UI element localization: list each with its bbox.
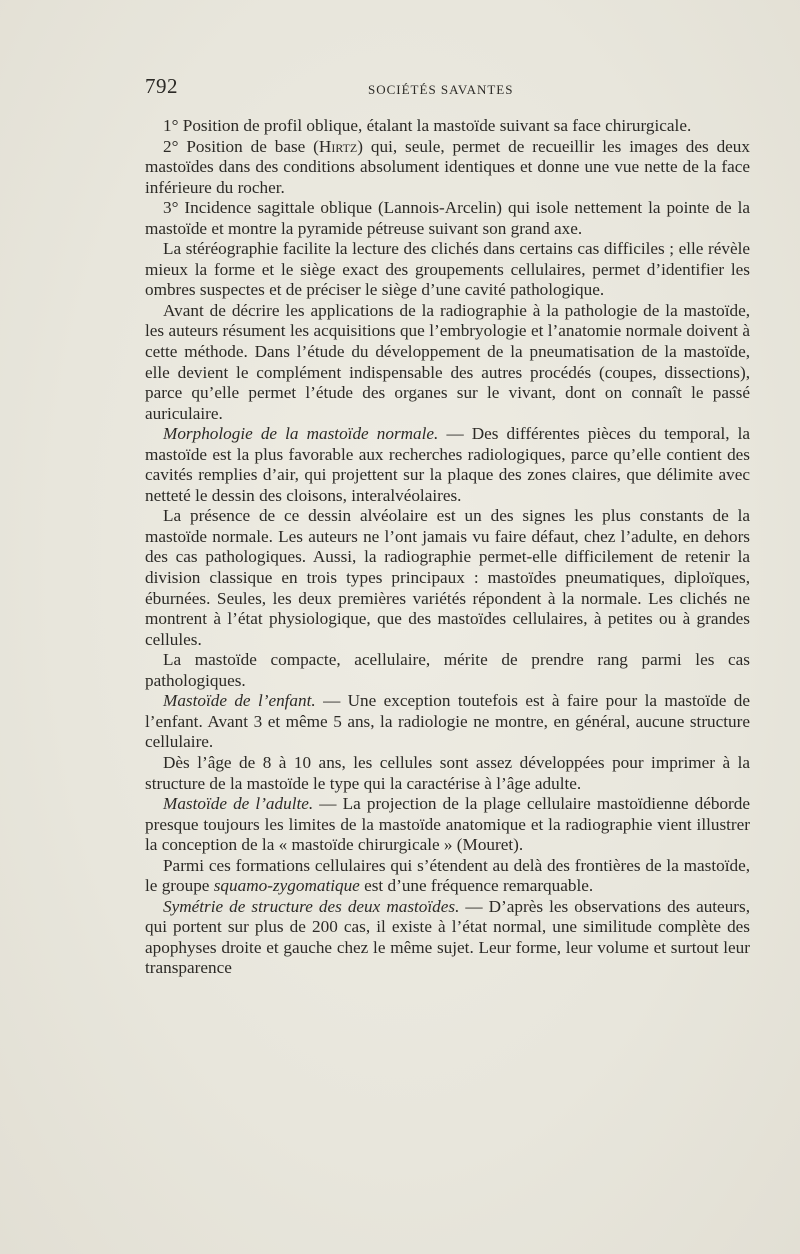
paragraph-age-cellules: Dès l’âge de 8 à 10 ans, les cellules sont assez développées pour imprimer à la structure de la mastoïde le type qui la caractérise à l’âge adulte. xyxy=(145,752,750,793)
paragraph-dessin-alveolaire: La présence de ce dessin alvéolaire est un des signes les plus constants de la mastoïde normale. Les auteurs ne l’ont jamais vu faire défaut, chez l’adulte, en dehors des cas pathologiques. Aussi, la radiographie permet-elle difficilement de retenir la division classique en trois types principaux : mastoïdes pneumatiques, diploïques, éburnées. Seules, les deux premières variétés répondent à la normale. Les clichés ne montrent à l’état physiologique, que des mastoïdes cellulaires, à petites ou à grandes cellules. xyxy=(145,506,750,649)
section-title: Symétrie de structure des deux mastoïdes. xyxy=(163,896,460,916)
paragraph-stereographie: La stéréographie facilite la lecture des clichés dans certains cas difficiles ; elle révèle mieux la forme et le siège exact des groupements cellulaires, permet d’identifier les ombres suspectes et de préciser le siège d’une cavité pathologique. xyxy=(145,239,750,300)
section-title: Mastoïde de l’enfant. xyxy=(163,691,316,711)
paragraph-incidence-sagittale: 3° Incidence sagittale oblique (Lannois-Arcelin) qui isole nettement la pointe de la mastoïde et montre la pyramide pétreuse suivant son grand axe. xyxy=(145,198,750,238)
paragraph-position-profil: 1° Position de profil oblique, étalant la mastoïde suivant sa face chirurgicale. xyxy=(163,116,692,135)
section-title: Morphologie de la mastoïde normale. xyxy=(163,424,439,444)
paragraph-applications: Avant de décrire les applications de la radiographie à la pathologie de la mastoïde, les auteurs résument les acquisitions que l’embryologie et l’anatomie normale doivent à cette méthode. Dans l’étude du développement de la pneumatisation de la mastoïde, elle devient le complément indispensable des autres procédés (coupes, dissections), parce qu’elle permet l’étude des organes sur le vivant, dont on connaît le passé auriculaire. xyxy=(145,300,750,423)
paragraph-position-base: 2° Position de base (Hirtz) qui, seule, permet de recueillir les images des deux mastoïdes dans des conditions absolument identiques et donne une vue nette de la face inférieure du rocher. xyxy=(145,136,750,197)
section-title: Mastoïde de l’adulte. xyxy=(163,794,314,814)
paragraph-mastoide-compacte: La mastoïde compacte, acellulaire, mérite de prendre rang parmi les cas pathologiques. xyxy=(145,650,750,690)
paragraph-mastoide-enfant: Mastoïde de l’enfant. — Une exception toutefois est à faire pour la mastoïde de l’enfant. Avant 3 et même 5 ans, la radiologie ne montre, en général, aucune structure cellulaire. xyxy=(145,691,750,752)
page-header xyxy=(145,74,750,104)
paragraph-squamo-zygomatique: Parmi ces formations cellulaires qui s’étendent au delà des frontières de la mastoïde, le groupe squamo-zygomatique est d’une fréquence remarquable. xyxy=(145,855,750,896)
body-text xyxy=(145,116,750,979)
paragraph-symetrie: Symétrie de structure des deux mastoïdes. — D’après les observations des auteurs, qui portent sur plus de 200 cas, il existe à l’état normal, une similitude complète des apophyses droite et gauche chez le même sujet. Leur forme, leur volume et surtout leur transparence xyxy=(145,896,750,978)
paragraph-morphologie: Morphologie de la mastoïde normale. — Des différentes pièces du temporal, la mastoïde est la plus favorable aux recherches radiologiques, parce qu’elle contient des cavités remplies d’air, qui projettent sur la plaque des zones claires, que délimite avec netteté le dessin des cloisons, interalvéolaires. xyxy=(145,424,751,505)
running-head: SOCIÉTÉS SAVANTES xyxy=(368,82,514,97)
page-number: 792 xyxy=(145,74,178,98)
paragraph-mastoide-adulte: Mastoïde de l’adulte. — La projection de la plage cellulaire mastoïdienne déborde presque toujours les limites de la mastoïde anatomique et la radiographie vient illustrer la conception de la « mastoïde chirurgicale » (Mouret). xyxy=(145,794,750,855)
italic-term: squamo-zygomatique xyxy=(213,876,360,896)
author-name: Hirtz xyxy=(318,136,358,156)
